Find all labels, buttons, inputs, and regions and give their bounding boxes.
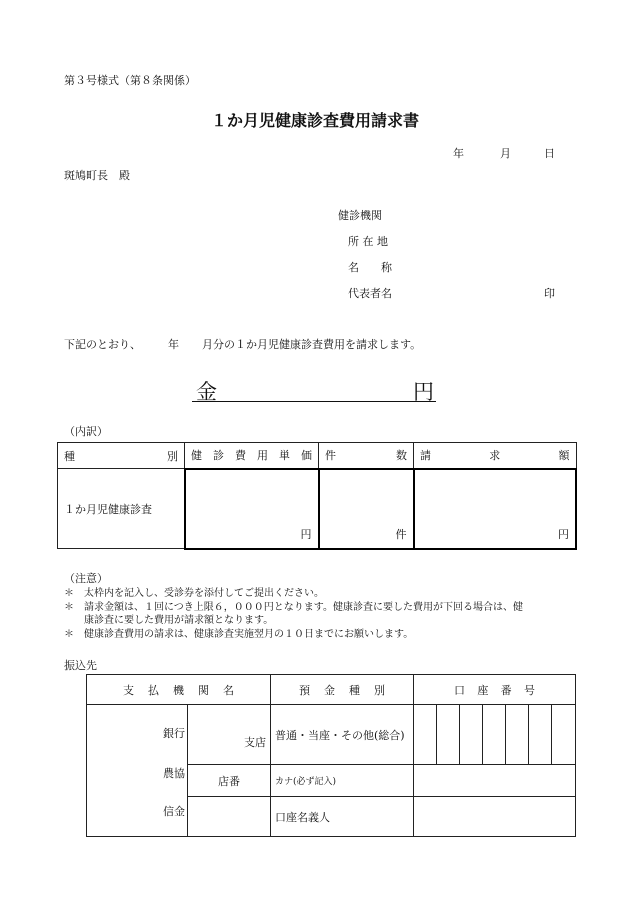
institution-header: 健診機関 — [338, 209, 382, 222]
addressee: 斑鳩町長 殿 — [64, 169, 130, 182]
account-digit-field[interactable] — [437, 705, 460, 765]
header-char: 番 — [500, 683, 512, 697]
header-char: 口 — [454, 683, 465, 697]
unit-price-field[interactable] — [185, 469, 319, 549]
seal-mark: 印 — [544, 287, 555, 300]
page-title: １か月児健康診査費用請求書 — [210, 111, 419, 130]
header-char: 求 — [489, 449, 501, 463]
representative-label: 代表者名 — [348, 287, 392, 300]
header-char: 別 — [374, 683, 385, 697]
header-char: 種 — [349, 683, 360, 697]
address-label: 所 在 地 — [348, 235, 388, 248]
date-month: 月 — [500, 147, 511, 160]
header-char: 機 — [173, 683, 184, 697]
claim-amount-field[interactable] — [414, 469, 577, 549]
branch-label: 支店 — [244, 735, 266, 749]
credit-label: 信金 — [163, 805, 185, 818]
header-char: 預 — [299, 683, 310, 697]
account-digit-field[interactable] — [414, 705, 437, 765]
note-item — [64, 587, 324, 601]
header-char: 別 — [167, 449, 178, 463]
header-char: 金 — [324, 683, 335, 697]
header-char: 診 — [213, 449, 224, 463]
amount-underline — [192, 401, 436, 402]
header-char: 請 — [420, 449, 431, 463]
note-text: 健康診査費用の請求は、健康診査実施翌月の１０日までにお願いします。 — [84, 629, 414, 640]
holder-label: 口座名義人 — [271, 797, 414, 837]
header-char: 費 — [235, 449, 246, 463]
header-char: 関 — [198, 683, 209, 697]
form-number: 第３号様式（第８条関係） — [64, 74, 196, 87]
kana-label: カナ(必ず記入) — [271, 765, 414, 797]
note-continuation: 康診査に要した費用が請求額となります。 — [84, 615, 274, 626]
name-label: 名 称 — [348, 261, 392, 274]
account-digit-field[interactable] — [552, 705, 576, 765]
note-mark: ＊ — [64, 588, 74, 599]
branch-name-field[interactable] — [188, 705, 271, 765]
header-char: 件 — [325, 449, 336, 463]
header-char: 額 — [558, 449, 570, 463]
branch-number-cell — [188, 765, 271, 797]
note-item — [64, 601, 523, 615]
header-char: 名 — [223, 683, 234, 697]
date-year: 年 — [453, 147, 464, 160]
breakdown-table — [57, 442, 577, 550]
header-char: 号 — [523, 683, 535, 697]
branch-number-field[interactable] — [188, 797, 271, 837]
header-char: 数 — [396, 449, 407, 463]
header-char: 座 — [477, 683, 489, 697]
amount-prefix: 金 — [196, 380, 217, 404]
statement-prefix: 下記のとおり、 — [64, 338, 141, 351]
header-char: 用 — [257, 449, 268, 463]
header-char: 種 — [64, 449, 75, 463]
account-digit-field[interactable] — [460, 705, 483, 765]
row-label: １か月児健康診査 — [58, 469, 185, 549]
agri-label: 農協 — [163, 767, 185, 780]
notes-heading: （注意） — [64, 572, 108, 585]
transfer-table — [86, 674, 576, 837]
note-mark: ＊ — [64, 602, 74, 613]
account-digit-field[interactable] — [483, 705, 506, 765]
account-type-field[interactable] — [271, 705, 414, 765]
transfer-heading: 振込先 — [64, 659, 97, 672]
statement-suffix: 月分の１か月児健康診査費用を請求します。 — [202, 338, 422, 351]
date-day: 日 — [544, 147, 555, 160]
header-char: 払 — [148, 683, 159, 697]
unit-price-unit: 円 — [300, 527, 312, 541]
institution-type-cell — [87, 705, 188, 837]
account-digit-field[interactable] — [529, 705, 552, 765]
header-char: 価 — [301, 449, 312, 463]
branch-number-label: 店番 — [218, 774, 240, 788]
account-digit-field[interactable] — [506, 705, 529, 765]
amount-unit-small: 円 — [558, 527, 569, 541]
note-item — [64, 628, 414, 642]
statement-year: 年 — [168, 338, 179, 351]
kana-field[interactable] — [414, 765, 576, 797]
account-types: 普通・当座・その他(総合) — [275, 728, 405, 742]
header-char: 単 — [279, 449, 290, 463]
bank-label: 銀行 — [163, 727, 185, 740]
note-text: 請求金額は、１回につき上限６，０００円となります。健康診査に要した費用が下回る場合は、健 — [84, 602, 523, 613]
breakdown-heading: （内訳） — [64, 425, 108, 438]
note-mark: ＊ — [64, 629, 74, 640]
note-text: 太枠内を記入し、受診券を添付してご提出ください。 — [84, 588, 324, 599]
count-field[interactable] — [319, 469, 414, 549]
header-char: 健 — [191, 449, 202, 463]
header-char: 支 — [123, 683, 134, 697]
amount-unit: 円 — [413, 380, 434, 404]
count-unit: 件 — [395, 527, 407, 541]
holder-field[interactable] — [414, 797, 576, 837]
